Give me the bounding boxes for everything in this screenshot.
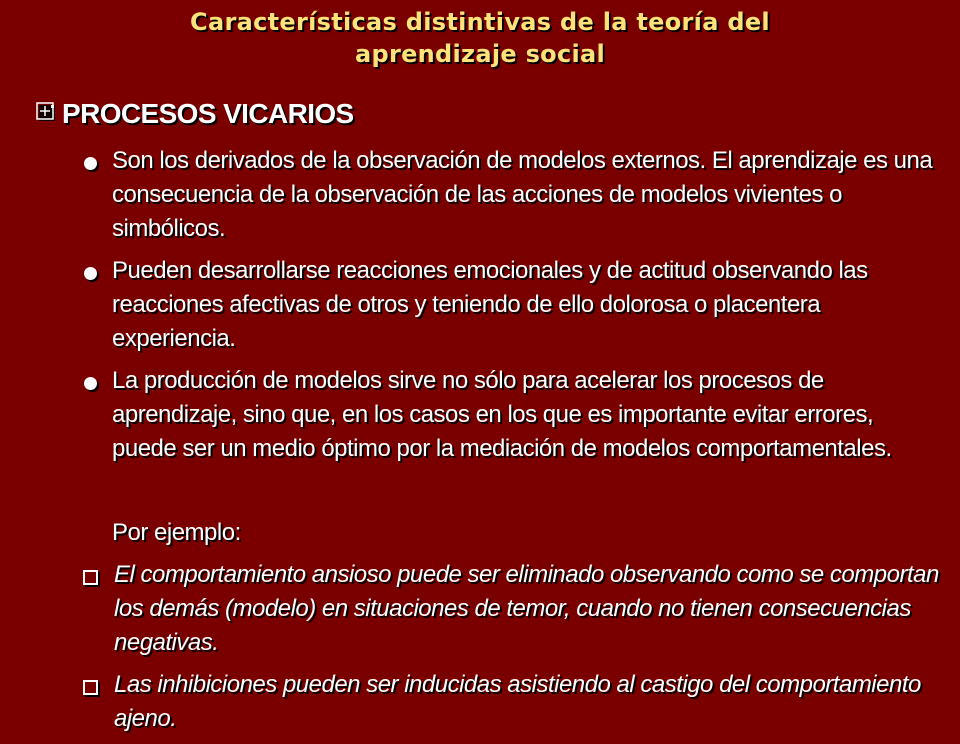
list-item	[80, 144, 940, 246]
example-list	[80, 558, 940, 744]
section-heading	[36, 96, 354, 132]
example-label: Por ejemplo:	[112, 519, 241, 546]
list-item	[80, 254, 940, 356]
bullet-dot-icon	[80, 144, 112, 178]
slide-title-line-2: aprendizaje social	[354, 40, 606, 68]
list-item	[80, 364, 940, 466]
example-text: Las inhibiciones pueden ser inducidas asistiendo al castigo del comportamiento ajeno.	[114, 671, 921, 732]
bullet-dot-icon	[80, 254, 112, 288]
bullet-text: Pueden desarrollarse reacciones emocionales y de actitud observando las reacciones afectivas de otros y teniendo de ello dolorosa o placentera experiencia.	[112, 257, 868, 352]
plus-box-icon	[36, 102, 56, 122]
section-title: PROCESOS VICARIOS	[62, 98, 354, 129]
bullet-text: Son los derivados de la observación de modelos externos. El aprendizaje es una consecuencia de la observación de las acciones de modelos vivientes o simbólicos.	[112, 147, 933, 242]
slide-title-line-1: Características distintivas de la teoría del	[190, 8, 770, 36]
example-text: El comportamiento ansioso puede ser eliminado observando como se comportan los demás (modelo) en situaciones de temor, cuando no tienen consecuencias negativas.	[114, 561, 939, 656]
list-item	[80, 558, 940, 660]
square-bullet-icon	[80, 558, 114, 592]
square-bullet-icon	[80, 668, 114, 702]
bullet-dot-icon	[80, 364, 112, 398]
bullet-text: La producción de modelos sirve no sólo para acelerar los procesos de aprendizaje, sino que, en los casos en los que es importante evitar errores, puede ser un medio óptimo por la mediación de modelos comportamentales.	[112, 367, 892, 462]
list-item	[80, 668, 940, 736]
slide-title	[80, 6, 880, 70]
bullet-list	[80, 144, 940, 474]
